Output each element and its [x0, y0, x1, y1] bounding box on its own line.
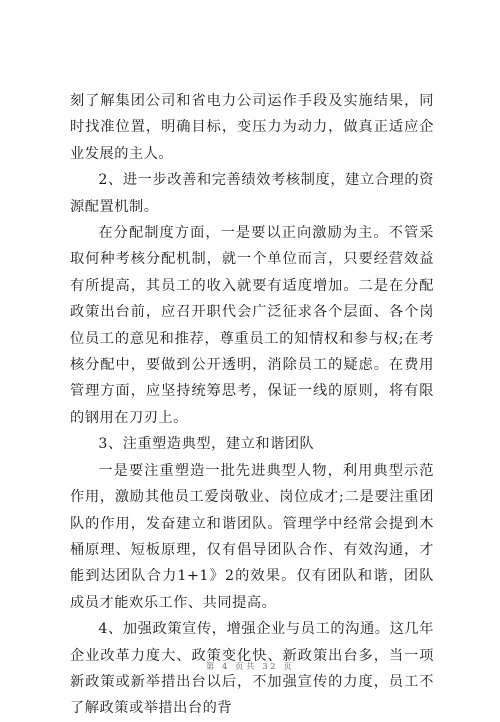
paragraph-team: 一是要注重塑造一批先进典型人物，利用典型示范作用，激励其他员工爱岗敬业、岗位成才;二是要注重团队的作用，发奋建立和谐团队。管理学中经常会提到木桶原理、短板原理，仅有倡导团队合作、有效沟通，才能到达团队合力1+1》2的效果。仅有团队和谐，团队成员才能欢乐工作、共同提高。 [70, 462, 434, 611]
paragraph-policy: 4、加强政策宣传，增强企业与员工的沟通。这几年企业改革力度大、政策变化快、新政策出台多，当一项新政策或新举措出台以后，不加强宣传的力度，员工不了解政策或举措出台的背 [70, 621, 434, 717]
page-body [70, 88, 434, 722]
page-number-footer: 第 4 页共 32 页 [205, 662, 295, 672]
section-heading-2: 2、进一步改善和完善绩效考核制度，建立合理的资源配置机制。 [70, 172, 434, 215]
paragraph-continuation: 刻了解集团公司和省电力公司运作手段及实施结果，同时找准位置，明确目标，变压力为动力，做真正适应企业发展的主人。 [70, 93, 434, 162]
section-heading-3: 3、注重塑造典型，建立和谐团队 [98, 436, 315, 453]
paragraph-distribution: 在分配制度方面，一是要以正向激励为主。不管采取何种考核分配机制，就一个单位而言，只要经营效益有所提高，其员工的收入就要有适度增加。二是在分配政策出台前，应召开职代会广泛征求各个层面、各个岗位员工的意见和推荐，尊重员工的知情权和参与权;在考核分配中，要做到公开透明，消除员工的疑虑。在费用管理方面，应坚持统筹思考，保证一线的原则，将有限的钢用在刀刃上。 [70, 225, 434, 426]
